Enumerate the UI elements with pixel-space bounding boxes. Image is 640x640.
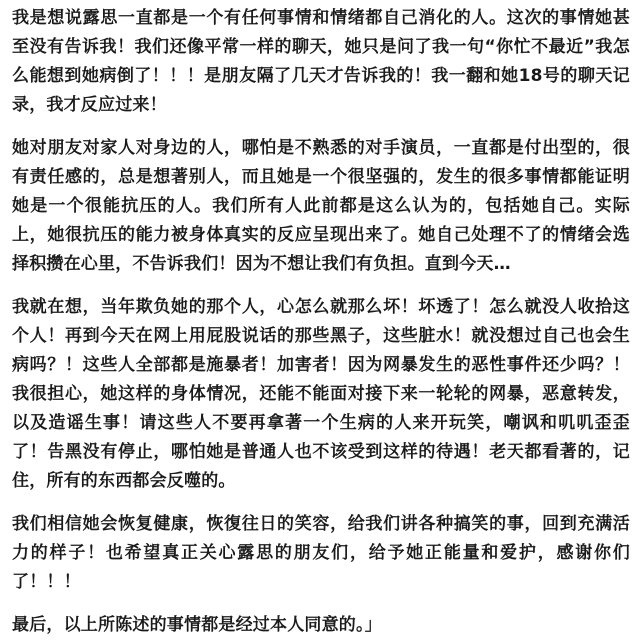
paragraph-3: 我就在想，当年欺负她的那个人，心怎么就那么坏！坏透了！怎么就没人收拾这个人！再到今天在网上用屁股说话的那些黑子，这些脏水！就没想过自己也会生病吗？！这些人全部都是施暴者！加害者！因为网暴发生的恶性事件还少吗？！我很担心，她这样的身体情况，还能不能面对接下来一轮轮的网暴，恶意转发，以及造谣生事！请这些人不要再拿著一个生病的人来开玩笑，嘲讽和叽叽歪歪了！告黑没有停止，哪怕她是普通人也不该受到这样的待遇！老天都看著的，记住，所有的东西都会反噬的。 [12,297,630,491]
paragraph-1: 我是想说露思一直都是一个有任何事情和情绪都自己消化的人。这次的事情她甚至没有告诉我！我们还像平常一样的聊天，她只是问了我一句“你忙不最近”我怎么能想到她病倒了！！！是朋友隔了几天才告诉我的！我一翻和她18号的聊天记录，我才反应过来！ [12,8,630,115]
paragraph-4: 我们相信她会恢复健康，恢復往日的笑容，给我们讲各种搞笑的事，回到充满活力的样子！也希望真正关心露思的朋友们，给予她正能量和爱护，感谢你们了！！！ [12,514,630,592]
paragraph-2: 她对朋友对家人对身边的人，哪怕是不熟悉的对手演员，一直都是付出型的，很有责任感的，总是想著别人，而且她是一个很坚强的，发生的很多事情都能证明她是一个很能抗压的人。我们所有人此前都是这么认为的，包括她自己。实际上，她很抗压的能力被身体真实的反应呈现出来了。她自己处理不了的情绪会选择积攒在心里，不告诉我们！因为不想让我们有负担。直到今天… [12,138,630,274]
paragraph-5: 最后，以上所陈述的事情都是经过本人同意的。」 [12,615,382,635]
